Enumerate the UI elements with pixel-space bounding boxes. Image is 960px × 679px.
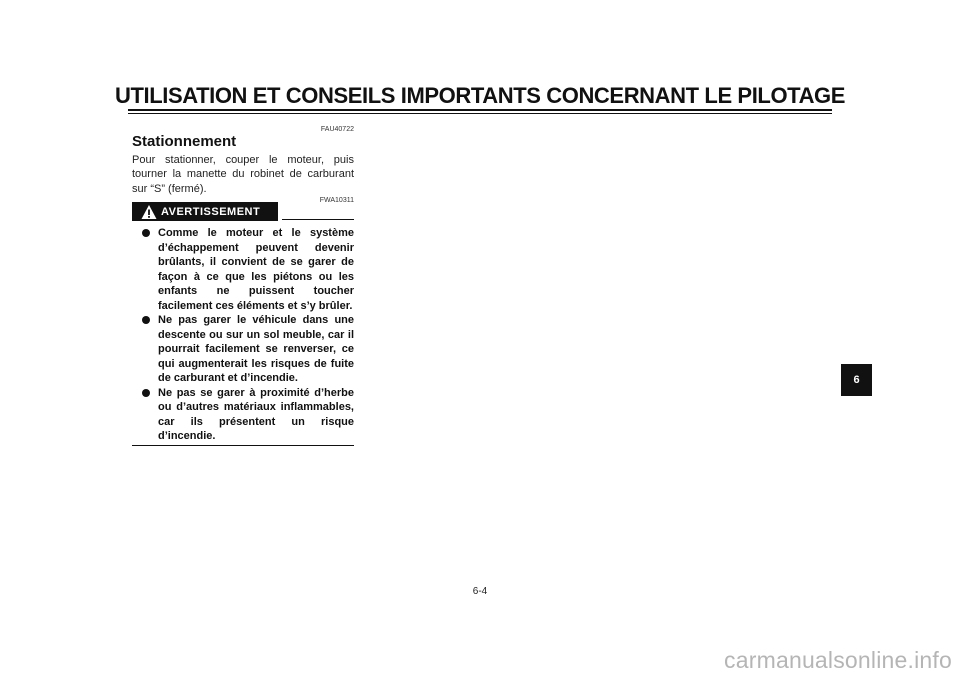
- page-number: 6-4: [472, 586, 488, 597]
- bullet-icon: [142, 316, 150, 324]
- header-rule: [128, 109, 832, 111]
- warning-item: [132, 313, 354, 386]
- warning-item-text: Ne pas se garer à proximité d’herbe ou d’autres matériaux inflammables, car ils présentent un risque d’incendie.: [158, 386, 354, 442]
- section-body: Pour stationner, couper le moteur, puis tourner la manette du robinet de carburant sur “S” (fermé).: [132, 154, 354, 195]
- warning-rule-top: [282, 219, 354, 220]
- warning-list: [132, 226, 354, 444]
- bullet-icon: [142, 229, 150, 237]
- warning-item-text: Ne pas garer le véhicule dans une descente ou sur un sol meuble, car il pourrait facilement se renverser, ce qui augmenterait les risques de fuite de carburant et d’incendie.: [158, 314, 354, 384]
- warning-item: [132, 386, 354, 444]
- page-title: UTILISATION ET CONSEILS IMPORTANTS CONCERNANT LE PILOTAGE: [114, 83, 846, 108]
- warning-triangle-icon: [141, 204, 157, 220]
- watermark: carmanualsonline.info: [724, 647, 952, 673]
- header-rule-thin: [128, 113, 832, 114]
- warning-item-text: Comme le moteur et le système d’échappement peuvent devenir brûlants, il convient de se garer de façon à ce que les piétons ou les enfants ne puissent toucher facilement ces éléments et s’y brûler.: [158, 227, 354, 312]
- section-code: FAU40722: [320, 126, 354, 133]
- section-title: Stationnement: [132, 133, 237, 150]
- chapter-tab: 6: [841, 364, 872, 396]
- warning-rule-bottom: [132, 445, 354, 446]
- warning-item: [132, 226, 354, 313]
- warning-code: FWA10311: [319, 197, 354, 204]
- warning-banner: [132, 202, 278, 221]
- bullet-icon: [142, 389, 150, 397]
- warning-label: AVERTISSEMENT: [161, 205, 261, 218]
